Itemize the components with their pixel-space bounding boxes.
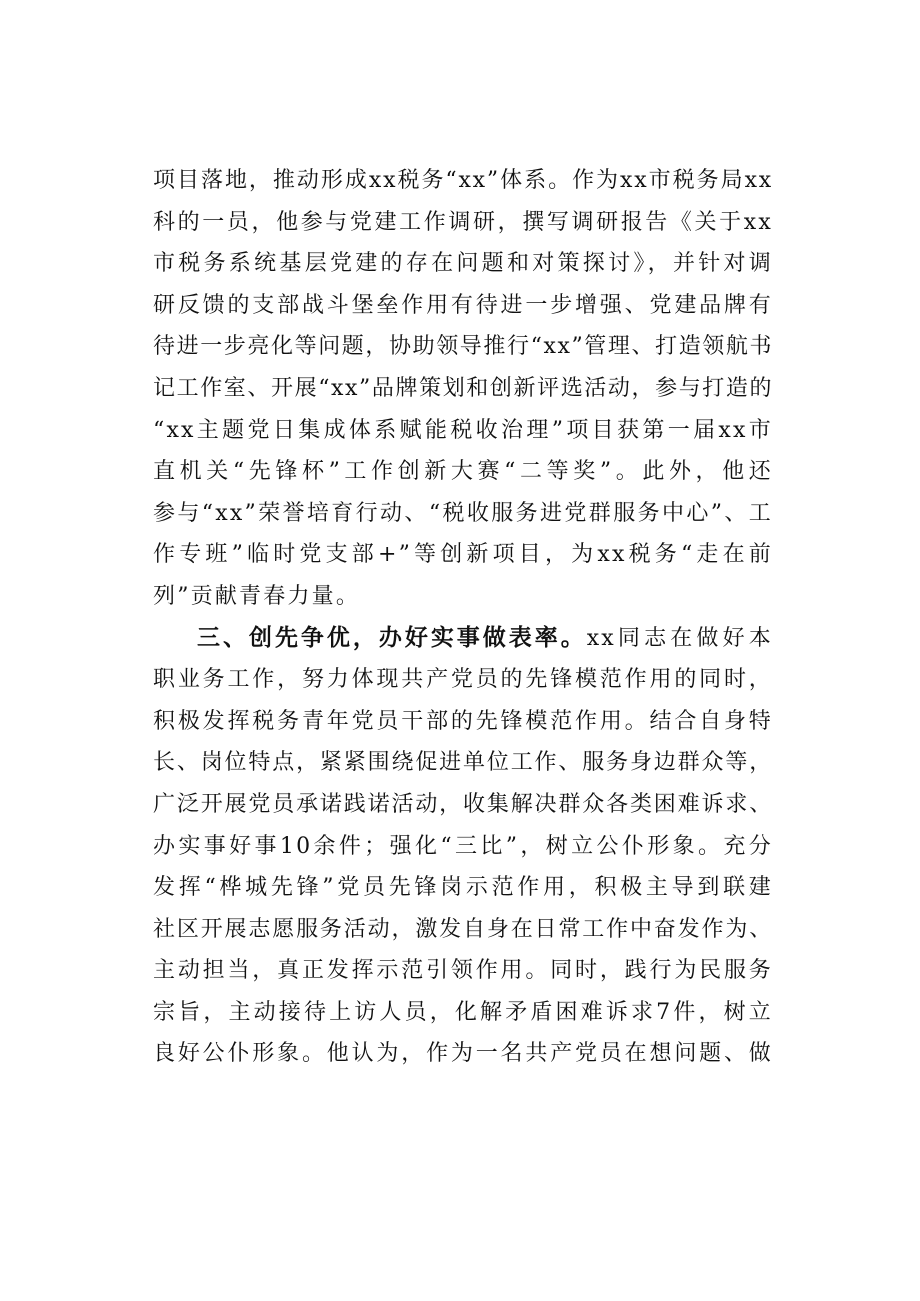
text-line: 参与“xx”荣誉培育行动、“税收服务进党群服务中心”、工 <box>153 500 773 526</box>
text-line: 直机关“先锋杯”工作创新大赛“二等奖”。此外，他还 <box>153 459 773 485</box>
text-line: 社区开展志愿服务活动，激发自身在日常工作中奋发作为、 <box>153 916 773 942</box>
text-line: 科的一员，他参与党建工作调研，撰写调研报告《关于xx <box>153 209 773 235</box>
text-line: 待进一步亮化等问题，协助领导推行“xx”管理、打造领航书 <box>153 334 774 360</box>
text-line: “xx主题党日集成体系赋能税收治理”项目获第一届xx市 <box>153 417 773 443</box>
text-line: 研反馈的支部战斗堡垒作用有待进一步增强、党建品牌有 <box>153 292 773 318</box>
text-line: 办实事好事10余件；强化“三比”，树立公仆形象。充分 <box>153 833 773 859</box>
paragraph-2 <box>153 618 773 1076</box>
document-body <box>153 160 773 1075</box>
text-line: 宗旨，主动接待上访人员，化解矛盾困难诉求7件，树立 <box>153 999 773 1025</box>
heading-line-text: xx同志在做好本 <box>586 625 773 651</box>
heading-line <box>153 618 773 660</box>
text-line: 作专班”临时党支部+”等创新项目，为xx税务“走在前 <box>153 542 773 568</box>
text-line: 长、岗位特点，紧紧围绕促进单位工作、服务身边群众等， <box>153 750 773 776</box>
paragraph-1 <box>153 160 773 618</box>
section-heading: 三、创先争优，办好实事做表率。 <box>197 624 587 651</box>
text-line: 项目落地，推动形成xx税务“xx”体系。作为xx市税务局xx <box>153 168 773 193</box>
text-line: 发挥“桦城先锋”党员先锋岗示范作用，积极主导到联建 <box>153 875 773 901</box>
text-line: 良好公仆形象。他认为，作为一名共产党员在想问题、做 <box>153 1041 773 1067</box>
text-line: 广泛开展党员承诺践诺活动，收集解决群众各类困难诉求、 <box>153 791 773 817</box>
text-line: 市税务系统基层党建的存在问题和对策探讨》，并针对调 <box>153 251 773 277</box>
text-line: 职业务工作，努力体现共产党员的先锋模范作用的同时， <box>153 667 773 693</box>
text-line: 记工作室、开展“xx”品牌策划和创新评选活动，参与打造的 <box>153 375 774 401</box>
text-line: 列”贡献青春力量。 <box>153 583 361 609</box>
text-line: 积极发挥税务青年党员干部的先锋模范作用。结合自身特 <box>153 708 773 734</box>
text-line: 主动担当，真正发挥示范引领作用。同时，践行为民服务 <box>153 958 773 984</box>
